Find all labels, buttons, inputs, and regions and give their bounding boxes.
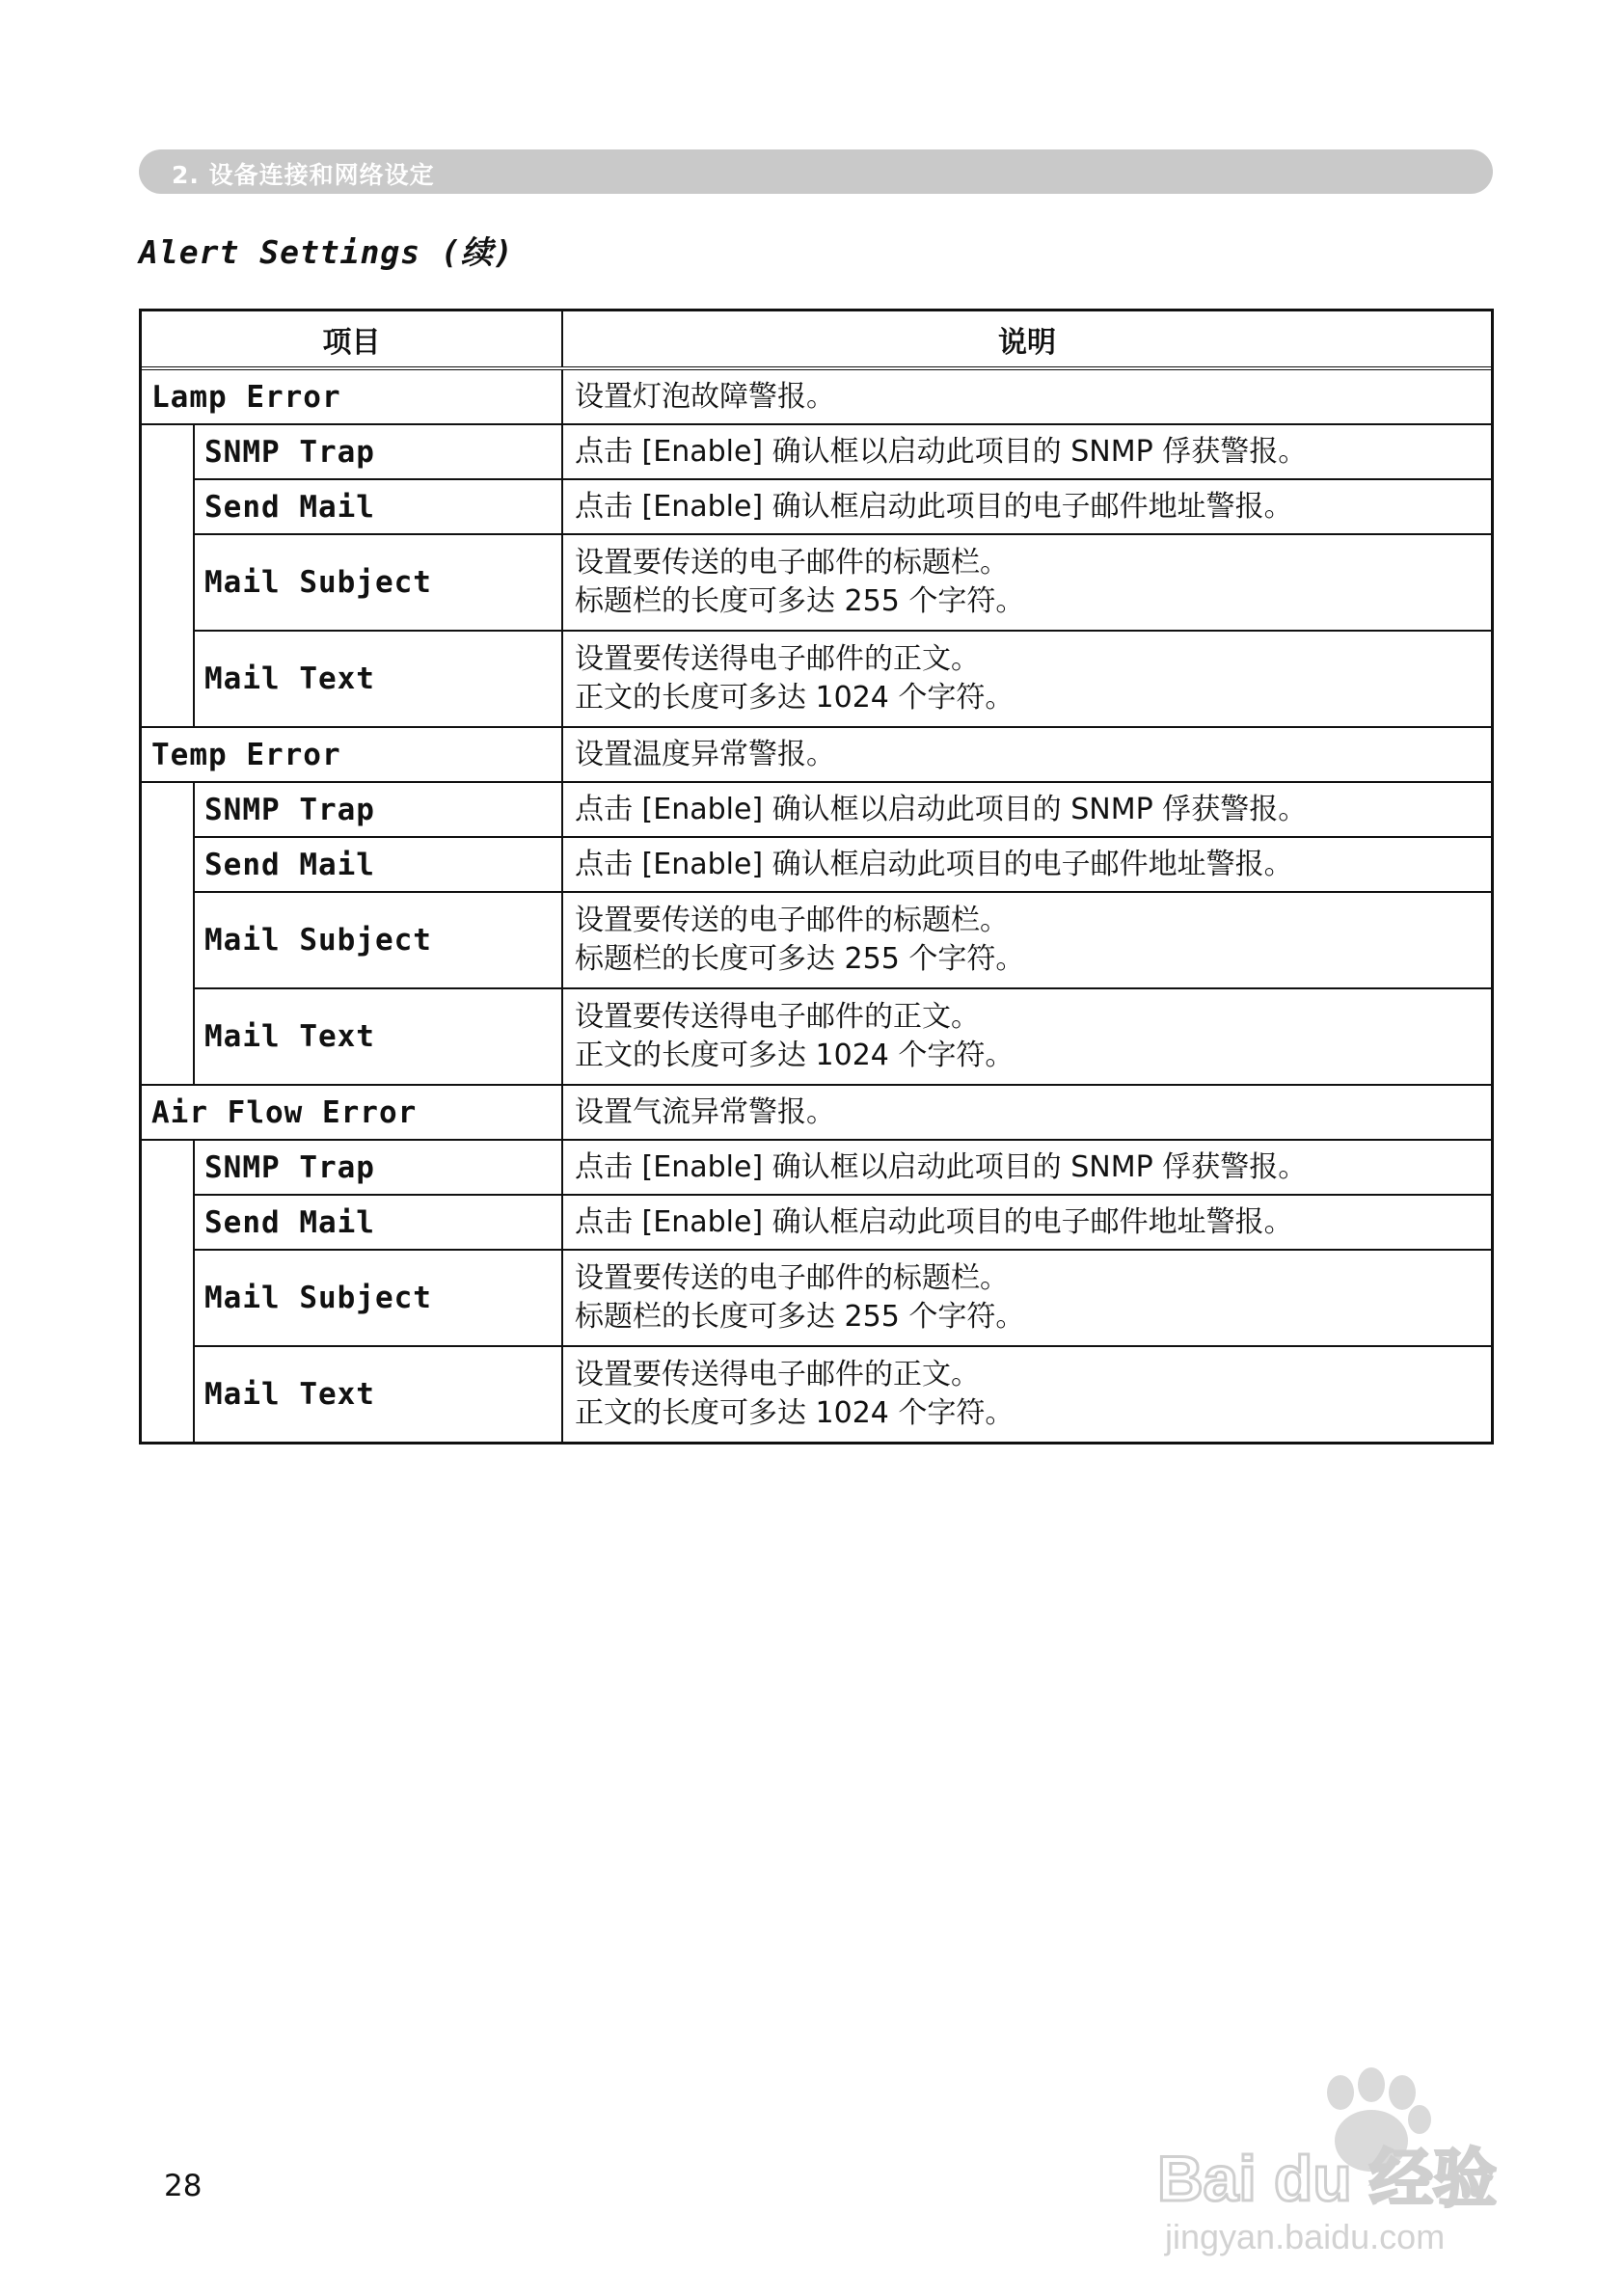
description-line: 标题栏的长度可多达 255 个字符。 bbox=[575, 1300, 1025, 1334]
description-line: 点击 [Enable] 确认框启动此项目的电子邮件地址警报。 bbox=[575, 1204, 1293, 1239]
table-header-row bbox=[142, 311, 1491, 370]
description-line: 设置要传送的电子邮件的标题栏。 bbox=[575, 904, 1009, 937]
sub-items bbox=[142, 425, 1491, 726]
table-row bbox=[195, 893, 1491, 989]
description-line: 点击 [Enable] 确认框启动此项目的电子邮件地址警报。 bbox=[575, 489, 1293, 524]
page-heading: Alert Settings (续) bbox=[139, 233, 514, 271]
group-description: 设置灯泡故障警报。 bbox=[575, 379, 835, 414]
group-label: Temp Error bbox=[142, 728, 563, 781]
baidu-watermark bbox=[1157, 2064, 1562, 2256]
description-line: 标题栏的长度可多达 255 个字符。 bbox=[575, 584, 1025, 618]
group-row bbox=[142, 728, 1491, 783]
item-description bbox=[563, 838, 1491, 891]
item-description bbox=[563, 1251, 1491, 1345]
item-description bbox=[563, 480, 1491, 533]
indent-column bbox=[142, 1141, 195, 1442]
description-line: 设置要传送得电子邮件的正文。 bbox=[575, 1000, 980, 1034]
group-description: 设置气流异常警报。 bbox=[575, 1094, 835, 1129]
table-row bbox=[195, 632, 1491, 726]
group-label: Air Flow Error bbox=[142, 1086, 563, 1139]
item-description bbox=[563, 425, 1491, 478]
description-line: 点击 [Enable] 确认框以启动此项目的 SNMP 俘获警报。 bbox=[575, 792, 1308, 826]
header-item: 项目 bbox=[142, 311, 563, 366]
item-description bbox=[563, 1196, 1491, 1249]
indent-column bbox=[142, 425, 195, 726]
table-row bbox=[195, 480, 1491, 535]
table-row bbox=[195, 838, 1491, 893]
description-line: 设置要传送得电子邮件的正文。 bbox=[575, 642, 980, 676]
group-label: Lamp Error bbox=[142, 370, 563, 423]
item-label: Mail Text bbox=[195, 989, 563, 1084]
item-label: Send Mail bbox=[195, 838, 563, 891]
table-row bbox=[195, 1347, 1491, 1442]
item-label: Mail Text bbox=[195, 1347, 563, 1442]
description-line: 设置要传送的电子邮件的标题栏。 bbox=[575, 546, 1009, 580]
item-label: SNMP Trap bbox=[195, 1141, 563, 1194]
table-row bbox=[195, 783, 1491, 838]
description-line: 点击 [Enable] 确认框以启动此项目的 SNMP 俘获警报。 bbox=[575, 434, 1308, 469]
item-description bbox=[563, 1347, 1491, 1442]
item-label: SNMP Trap bbox=[195, 783, 563, 836]
section-banner bbox=[139, 149, 1493, 194]
settings-table bbox=[139, 309, 1494, 1444]
description-line: 点击 [Enable] 确认框启动此项目的电子邮件地址警报。 bbox=[575, 847, 1293, 881]
description-line: 设置要传送得电子邮件的正文。 bbox=[575, 1358, 980, 1391]
description-line: 标题栏的长度可多达 255 个字符。 bbox=[575, 942, 1025, 976]
item-description bbox=[563, 989, 1491, 1084]
description-line: 正文的长度可多达 1024 个字符。 bbox=[575, 681, 1015, 715]
indent-column bbox=[142, 783, 195, 1084]
table-row bbox=[195, 989, 1491, 1084]
alert-group bbox=[142, 1086, 1491, 1442]
sub-items bbox=[142, 783, 1491, 1084]
item-label: Send Mail bbox=[195, 480, 563, 533]
watermark-url: jingyan.baidu.com bbox=[1165, 2217, 1446, 2256]
watermark-logo-text: Bai du 经验 bbox=[1157, 2143, 1498, 2214]
item-description bbox=[563, 893, 1491, 987]
group-description: 设置温度异常警报。 bbox=[575, 737, 835, 771]
sub-item-list bbox=[195, 425, 1491, 726]
item-description bbox=[563, 632, 1491, 726]
table-body bbox=[142, 370, 1491, 1442]
item-label: Send Mail bbox=[195, 1196, 563, 1249]
table-row bbox=[195, 535, 1491, 632]
page-number: 28 bbox=[164, 2169, 203, 2203]
item-description bbox=[563, 535, 1491, 630]
group-row bbox=[142, 370, 1491, 425]
sub-item-list bbox=[195, 1141, 1491, 1442]
table-row bbox=[195, 425, 1491, 480]
description-line: 正文的长度可多达 1024 个字符。 bbox=[575, 1396, 1015, 1430]
item-label: Mail Text bbox=[195, 632, 563, 726]
item-label: Mail Subject bbox=[195, 535, 563, 630]
alert-group bbox=[142, 370, 1491, 728]
group-row bbox=[142, 1086, 1491, 1141]
table-row bbox=[195, 1196, 1491, 1251]
description-line: 点击 [Enable] 确认框以启动此项目的 SNMP 俘获警报。 bbox=[575, 1149, 1308, 1184]
item-label: Mail Subject bbox=[195, 893, 563, 987]
item-label: SNMP Trap bbox=[195, 425, 563, 478]
item-description bbox=[563, 1141, 1491, 1194]
sub-items bbox=[142, 1141, 1491, 1442]
item-label: Mail Subject bbox=[195, 1251, 563, 1345]
description-line: 正文的长度可多达 1024 个字符。 bbox=[575, 1039, 1015, 1072]
table-row bbox=[195, 1251, 1491, 1347]
table-row bbox=[195, 1141, 1491, 1196]
sub-item-list bbox=[195, 783, 1491, 1084]
alert-group bbox=[142, 728, 1491, 1086]
header-description: 说明 bbox=[998, 325, 1056, 360]
section-title: 2. 设备连接和网络设定 bbox=[172, 161, 435, 189]
description-line: 设置要传送的电子邮件的标题栏。 bbox=[575, 1261, 1009, 1295]
item-description bbox=[563, 783, 1491, 836]
